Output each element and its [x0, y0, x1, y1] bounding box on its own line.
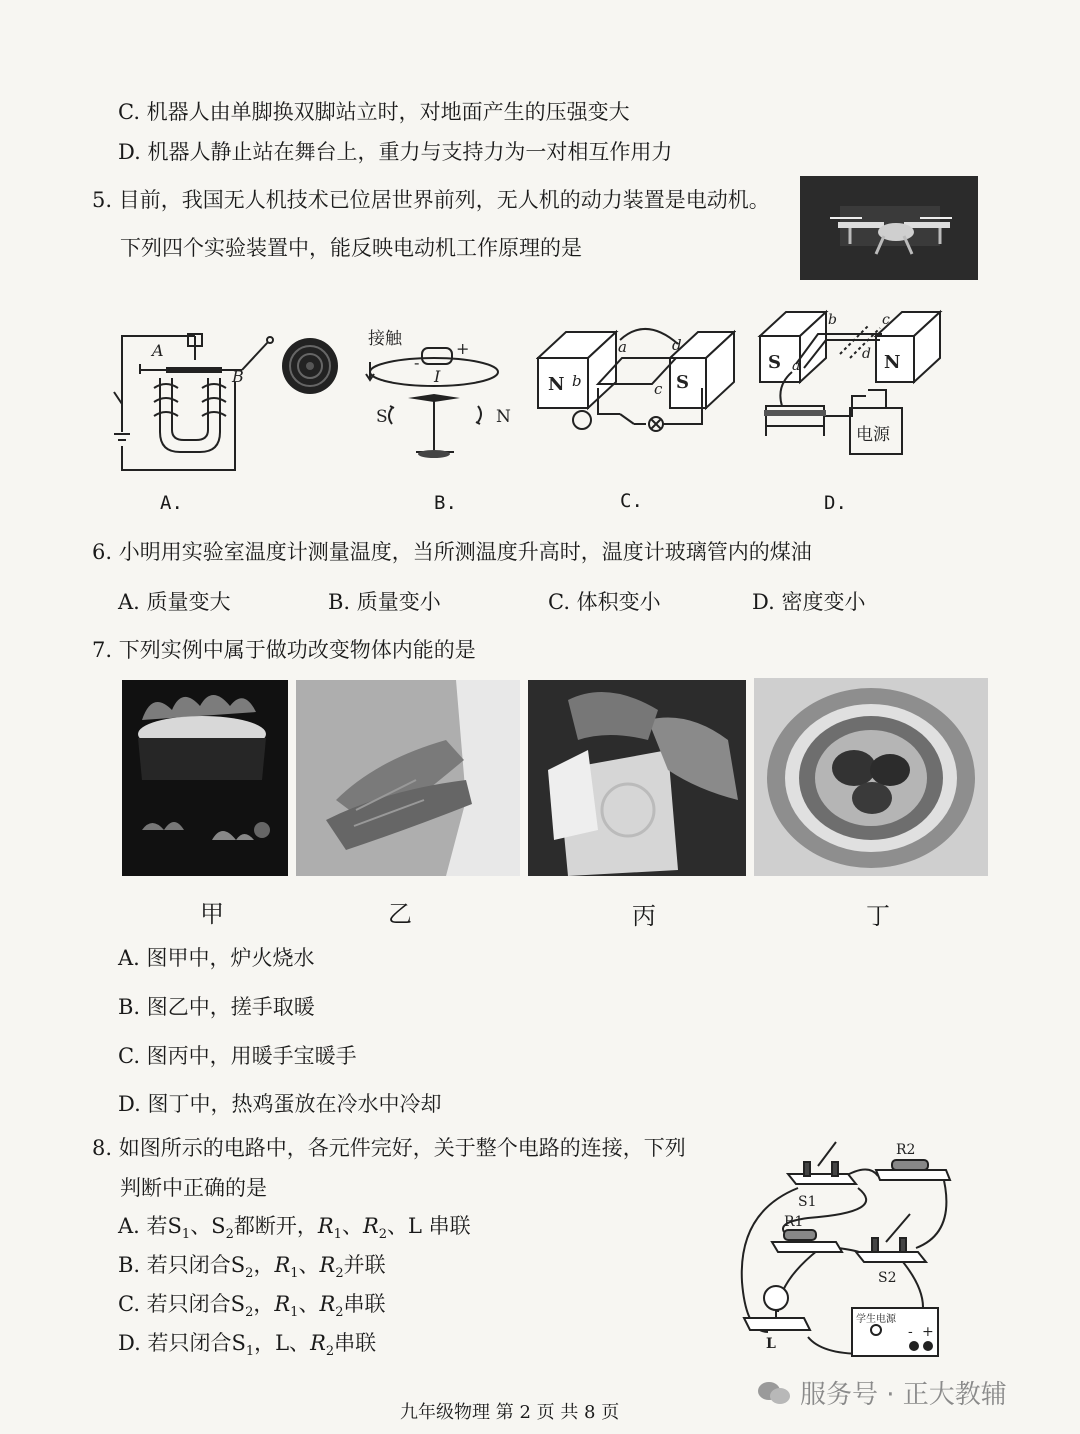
fig-c-a: a [618, 338, 627, 356]
q4-option-d: D. 机器人静止站在舞台上，重力与支持力为一对相互作用力 [118, 140, 673, 164]
q8-option-b: B. 若只闭合$S_2$，$R_1$、$R_2$并联 [118, 1253, 386, 1282]
label-ding: 丁 [866, 902, 890, 930]
q5-stem-line2: 下列四个实验装置中，能反映电动机工作原理的是 [120, 236, 582, 260]
watermark-text: 服务号 · 正大教辅 [800, 1380, 1007, 1410]
q5-label-c: C. [620, 490, 643, 512]
figure-d-motor [756, 306, 946, 464]
fig-b-minus: - [414, 353, 420, 372]
q7-option-b: B. 图乙中，搓手取暖 [118, 995, 315, 1019]
fig-q8-lamp-label: L [766, 1336, 776, 1352]
fig-q8-r2-label: R2 [896, 1142, 916, 1158]
fig-d-n: N [884, 352, 901, 373]
figure-a-electric-bell [100, 322, 340, 476]
fig-d-c: c [882, 312, 890, 328]
q5-label-d: D. [824, 492, 847, 514]
q5-label-a: A. [160, 492, 183, 514]
fig-a-label-a: A [152, 341, 164, 360]
photo-hand-warmer [528, 680, 746, 876]
watermark [758, 1374, 1007, 1411]
fig-d-d: d [862, 346, 871, 362]
q5-label-b: B. [434, 492, 457, 514]
fig-q8-s1-label: S1 [798, 1194, 817, 1210]
figure-q8-circuit [738, 1132, 952, 1368]
q6-option-d: D. 密度变小 [752, 590, 866, 614]
fig-q8-psu-plus: + [922, 1324, 934, 1340]
figure-b-oersted [350, 322, 520, 476]
q8-stem-line2: 判断中正确的是 [120, 1176, 267, 1200]
fig-b-touch-label: 接触 [368, 329, 402, 349]
q8-option-a: A. 若$S_1$、$S_2$都断开，$R_1$、$R_2$、L 串联 [118, 1214, 471, 1243]
q7-option-d: D. 图丁中，热鸡蛋放在冷水中冷却 [118, 1092, 442, 1116]
q5-stem-line1: 5. 目前，我国无人机技术已位居世界前列，无人机的动力装置是电动机。 [92, 188, 770, 212]
q6-option-a: A. 质量变大 [118, 590, 231, 614]
drone-photo [800, 176, 978, 280]
photo-boiling-water [122, 680, 288, 876]
q8-option-d: D. 若只闭合$S_1$，L、$R_2$串联 [118, 1331, 377, 1360]
q8-option-c: C. 若只闭合$S_2$，$R_1$、$R_2$串联 [118, 1292, 386, 1321]
q6-option-b: B. 质量变小 [328, 590, 441, 614]
photo-rubbing-hands [296, 680, 520, 876]
photo-egg-in-cold-water [754, 678, 988, 876]
q4-option-c: C. 机器人由单脚换双脚站立时，对地面产生的压强变大 [118, 100, 630, 124]
q7-option-a: A. 图甲中，炉火烧水 [118, 946, 315, 970]
fig-c-c: c [654, 380, 663, 398]
label-bing: 丙 [632, 902, 656, 930]
label-jia: 甲 [200, 900, 224, 928]
fig-a-label-b: B [232, 367, 244, 386]
q8-stem-line1: 8. 如图所示的电路中，各元件完好，关于整个电路的连接，下列 [92, 1136, 686, 1160]
fig-b-n: N [496, 407, 511, 427]
page-footer: 九年级物理 第 2 页 共 8 页 [400, 1402, 620, 1423]
label-yi: 乙 [388, 900, 412, 928]
fig-c-b: b [572, 372, 582, 390]
fig-d-s: S [768, 352, 781, 373]
fig-q8-s2-label: S2 [878, 1270, 897, 1286]
q7-option-c: C. 图丙中，用暖手宝暖手 [118, 1044, 357, 1068]
fig-b-plus: + [456, 339, 470, 358]
figure-c-generator [536, 318, 736, 447]
fig-d-b: b [828, 312, 837, 328]
q6-option-c: C. 体积变小 [548, 590, 661, 614]
fig-q8-psu-minus: - [908, 1324, 913, 1340]
fig-q8-psu-label: 学生电源 [856, 1314, 896, 1325]
fig-d-power-label: 电源 [856, 425, 890, 445]
fig-c-d: d [672, 336, 682, 354]
fig-b-s: S [376, 407, 388, 427]
fig-q8-r1-label: R1 [784, 1214, 804, 1230]
q7-stem: 7. 下列实例中属于做功改变物体内能的是 [92, 638, 476, 662]
fig-c-n: N [548, 374, 565, 395]
fig-c-s: S [676, 372, 689, 393]
q6-stem: 6. 小明用实验室温度计测量温度，当所测温度升高时，温度计玻璃管内的煤油 [92, 540, 812, 564]
fig-b-current: I [434, 367, 441, 386]
fig-d-a: a [792, 358, 801, 374]
wechat-icon [758, 1380, 792, 1406]
